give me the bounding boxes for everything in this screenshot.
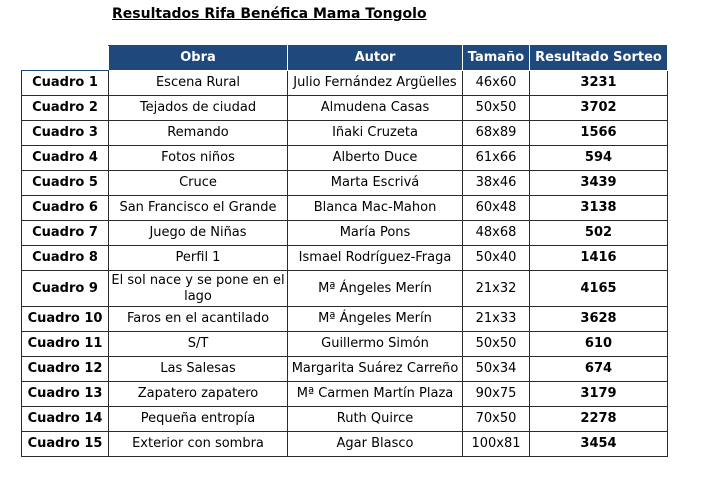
table-row <box>22 307 668 332</box>
table-row <box>22 357 668 382</box>
cell-obra: Las Salesas <box>109 357 288 382</box>
cell-autor: Almudena Casas <box>288 96 463 121</box>
cell-obra: San Francisco el Grande <box>109 196 288 221</box>
row-label: Cuadro 11 <box>22 332 109 357</box>
row-label: Cuadro 15 <box>22 432 109 457</box>
cell-tamano: 70x50 <box>463 407 530 432</box>
row-label: Cuadro 9 <box>22 271 109 307</box>
cell-resultado: 594 <box>530 146 668 171</box>
cell-tamano: 50x34 <box>463 357 530 382</box>
row-label: Cuadro 13 <box>22 382 109 407</box>
table-row <box>22 121 668 146</box>
cell-resultado: 3702 <box>530 96 668 121</box>
cell-obra: Fotos niños <box>109 146 288 171</box>
table-row <box>22 271 668 307</box>
cell-obra: Zapatero zapatero <box>109 382 288 407</box>
table-row <box>22 407 668 432</box>
cell-resultado: 3179 <box>530 382 668 407</box>
cell-autor: Ismael Rodríguez-Fraga <box>288 246 463 271</box>
cell-tamano: 50x40 <box>463 246 530 271</box>
cell-autor: Iñaki Cruzeta <box>288 121 463 146</box>
cell-obra: Escena Rural <box>109 71 288 96</box>
row-label: Cuadro 3 <box>22 121 109 146</box>
header-autor: Autor <box>288 46 463 71</box>
cell-tamano: 50x50 <box>463 332 530 357</box>
cell-tamano: 21x32 <box>463 271 530 307</box>
table-row <box>22 196 668 221</box>
row-label: Cuadro 6 <box>22 196 109 221</box>
cell-resultado: 502 <box>530 221 668 246</box>
cell-obra: Tejados de ciudad <box>109 96 288 121</box>
row-label: Cuadro 8 <box>22 246 109 271</box>
cell-autor: Guillermo Simón <box>288 332 463 357</box>
cell-resultado: 3628 <box>530 307 668 332</box>
cell-resultado: 3231 <box>530 71 668 96</box>
table-row <box>22 246 668 271</box>
cell-tamano: 46x60 <box>463 71 530 96</box>
cell-autor: María Pons <box>288 221 463 246</box>
table-row <box>22 71 668 96</box>
cell-obra: S/T <box>109 332 288 357</box>
header-row <box>22 46 668 71</box>
cell-tamano: 38x46 <box>463 171 530 196</box>
cell-tamano: 100x81 <box>463 432 530 457</box>
row-label: Cuadro 4 <box>22 146 109 171</box>
header-corner-cell <box>22 46 109 71</box>
table-row <box>22 221 668 246</box>
cell-resultado: 3138 <box>530 196 668 221</box>
cell-obra: Faros en el acantilado <box>109 307 288 332</box>
cell-autor: Margarita Suárez Carreño <box>288 357 463 382</box>
cell-tamano: 50x50 <box>463 96 530 121</box>
header-resultado: Resultado Sorteo <box>530 46 668 71</box>
header-obra: Obra <box>109 46 288 71</box>
cell-tamano: 90x75 <box>463 382 530 407</box>
cell-resultado: 3454 <box>530 432 668 457</box>
cell-tamano: 48x68 <box>463 221 530 246</box>
cell-tamano: 61x66 <box>463 146 530 171</box>
cell-tamano: 60x48 <box>463 196 530 221</box>
cell-obra: El sol nace y se pone en el lago <box>109 271 288 307</box>
cell-tamano: 68x89 <box>463 121 530 146</box>
cell-resultado: 2278 <box>530 407 668 432</box>
table-row <box>22 432 668 457</box>
page-title: Resultados Rifa Benéfica Mama Tongolo <box>112 6 427 22</box>
table-row <box>22 96 668 121</box>
cell-resultado: 1416 <box>530 246 668 271</box>
cell-obra: Exterior con sombra <box>109 432 288 457</box>
cell-resultado: 674 <box>530 357 668 382</box>
cell-autor: Alberto Duce <box>288 146 463 171</box>
cell-autor: Julio Fernández Argüelles <box>288 71 463 96</box>
row-label: Cuadro 1 <box>22 71 109 96</box>
row-label: Cuadro 2 <box>22 96 109 121</box>
cell-obra: Remando <box>109 121 288 146</box>
row-label: Cuadro 12 <box>22 357 109 382</box>
cell-resultado: 1566 <box>530 121 668 146</box>
row-label: Cuadro 10 <box>22 307 109 332</box>
row-label: Cuadro 5 <box>22 171 109 196</box>
cell-autor: Ruth Quirce <box>288 407 463 432</box>
cell-obra: Cruce <box>109 171 288 196</box>
cell-obra: Perfil 1 <box>109 246 288 271</box>
cell-obra: Juego de Niñas <box>109 221 288 246</box>
cell-autor: Agar Blasco <box>288 432 463 457</box>
cell-autor: Mª Carmen Martín Plaza <box>288 382 463 407</box>
table-row <box>22 332 668 357</box>
header-tamano: Tamaño <box>463 46 530 71</box>
cell-obra: Pequeña entropía <box>109 407 288 432</box>
cell-resultado: 4165 <box>530 271 668 307</box>
row-label: Cuadro 14 <box>22 407 109 432</box>
table-row <box>22 146 668 171</box>
cell-resultado: 3439 <box>530 171 668 196</box>
row-label: Cuadro 7 <box>22 221 109 246</box>
cell-autor: Blanca Mac-Mahon <box>288 196 463 221</box>
cell-tamano: 21x33 <box>463 307 530 332</box>
cell-autor: Mª Ángeles Merín <box>288 307 463 332</box>
table-row <box>22 171 668 196</box>
cell-resultado: 610 <box>530 332 668 357</box>
results-table <box>21 45 668 457</box>
cell-autor: Marta Escrivá <box>288 171 463 196</box>
cell-autor: Mª Ángeles Merín <box>288 271 463 307</box>
table-row <box>22 382 668 407</box>
